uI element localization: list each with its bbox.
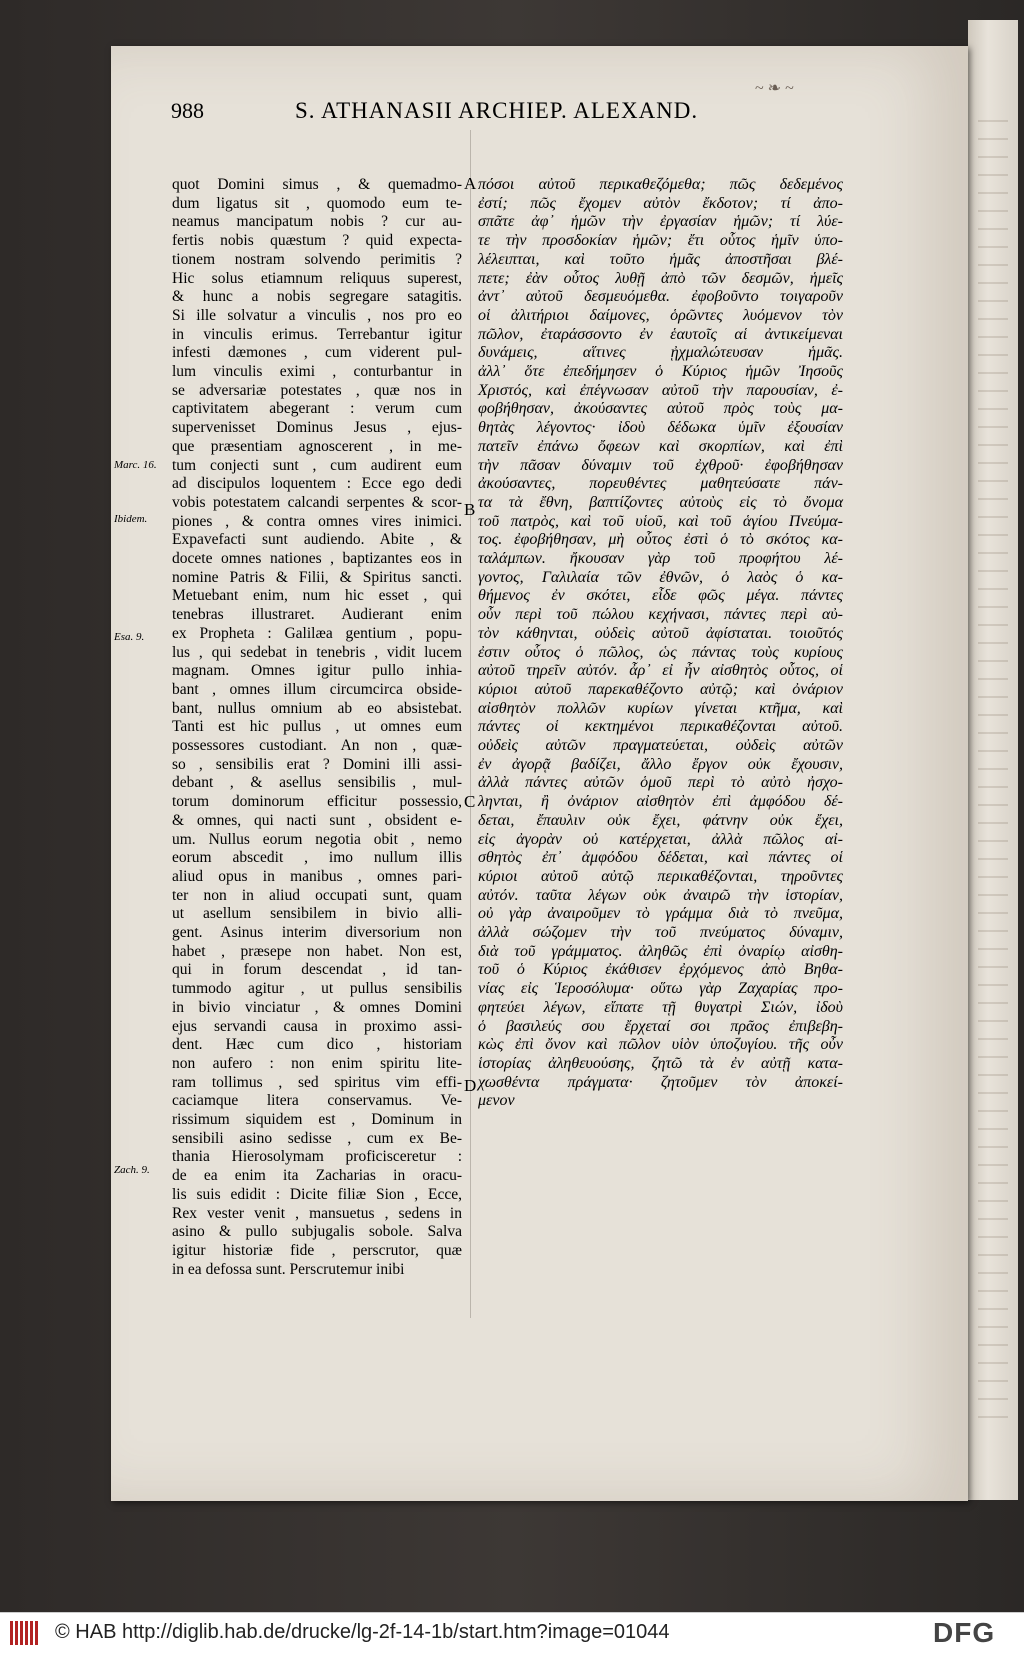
- dfg-logo: DFG: [933, 1617, 996, 1648]
- text-line: ἐστί; πῶς ἔχομεν αὐτὸν ἔκδοτον; τί ἀπο-: [478, 194, 843, 212]
- footer-bar: [0, 1612, 1024, 1653]
- text-line: & hunc a nobis segregare satagitis.: [172, 288, 462, 306]
- text-line: μενον: [478, 1092, 515, 1110]
- text-line: gent. Asinus interim diversorium non: [172, 924, 462, 941]
- text-line: δεται, ἔπαυλιν οὐκ ἔχει, φάτνην οὐκ ἔχει,: [478, 811, 843, 829]
- page-number: 988: [171, 98, 204, 123]
- section-letter: D: [464, 1076, 477, 1095]
- text-line: in bivio vinciatur , & omnes Domini: [172, 998, 462, 1016]
- text-line: lus , qui sedebat in tenebris , vidit lucem: [172, 643, 462, 661]
- text-line: nomine Patris & Filii, & Spiritus sancti.: [172, 568, 462, 586]
- text-line: de ea enim ita Zacharias in oracu-: [172, 1167, 462, 1185]
- text-line: ut asellum sensibilem in bivio alli-: [172, 905, 462, 923]
- text-line: bant, nullus omnium ab eo absistebat.: [172, 699, 462, 717]
- text-line: αὐτοῦ τηρεῖν αὐτόν. ἆρ᾽ εἰ ἦν αἰσθητὸς οὗτος, οἱ: [478, 662, 843, 680]
- text-line: πατεῖν ἐπάνω ὄφεων καὶ σκορπίων, καὶ ἐπὶ: [478, 437, 843, 455]
- text-line: rissimum siquidem est , Dominum in: [172, 1111, 462, 1128]
- text-line: infesti dæmones , cum viderent pul-: [172, 344, 462, 362]
- text-line: φητεύει λέγων, εἴπατε τῇ θυγατρὶ Σιών, ἰδοὺ: [478, 998, 843, 1016]
- text-line: ram tollimus , sed spiritus vim effi-: [172, 1073, 462, 1091]
- text-line: λέλειπται, καὶ τοῦτο ἡμᾶς ἀποστῆσαι βλέ-: [478, 250, 843, 268]
- text-line: in vinculis erimus. Terrebantur igitur: [172, 325, 462, 343]
- text-line: caciamque litera conservamus. Ve-: [172, 1092, 462, 1110]
- text-line: ὁ βασιλεύς σου ἔρχεταί σοι πρᾶος ἐπιβεβη-: [478, 1017, 843, 1035]
- text-line: χωσθέντα πράγματα· ζητοῦμεν τὸν ἀποκεί-: [478, 1073, 843, 1091]
- text-line: dent. Hæc cum dico , historiam: [172, 1036, 462, 1054]
- marginal-note: Esa. 9.: [114, 631, 145, 643]
- text-line: τὴν πᾶσαν δύναμιν τοῦ ἐχθροῦ· ἐφοβήθησαν: [478, 456, 843, 474]
- text-line: Metuebant enim, num hic esset , qui: [172, 587, 462, 605]
- text-line: supervenisset Dominus Jesus , ejus-: [172, 419, 462, 437]
- text-line: asino & pullo subjugalis sobole. Salva: [172, 1223, 462, 1241]
- text-line: vobis potestatem calcandi serpentes & scor-: [172, 493, 462, 511]
- text-line: θητὰς λέγοντος· ἰδοὺ δέδωκα ὑμῖν ἐξουσίαν: [478, 419, 843, 437]
- text-line: δυνάμεις, αἵτινες ᾐχμαλώτευσαν ἡμᾶς.: [478, 344, 843, 362]
- text-line: φοβήθησαν, ἀκούσαντες αὐτοῦ πρὸς τοὺς μα-: [478, 400, 843, 418]
- text-line: so , sensibilis erat ? Domini illi assi-: [172, 755, 462, 773]
- text-line: πάντες οἱ κεκτημένοι περικαθέζονται αὐτοῦ.: [478, 718, 843, 736]
- text-line: Rex vester venit , mansuetus , sedens in: [172, 1204, 462, 1222]
- text-line: ad discipulos loquentem : Ecce ego dedi: [172, 475, 462, 493]
- text-line: τος. ἐφοβήθησαν, μὴ οὗτος ἐστὶ ὁ τὸ σκότος κα-: [478, 531, 843, 549]
- text-line: ἀκούσαντες, πορευθέντες μαθητεύσατε πάν-: [478, 475, 843, 493]
- text-line: dum ligatus sit , quomodo eum te-: [172, 194, 462, 212]
- text-line: torum dominorum efficitur possessio,: [172, 793, 462, 811]
- text-line: Hic solus etiamnum reliquus superest,: [172, 269, 462, 287]
- text-line: debant , & asellus sensibilis , mul-: [172, 774, 462, 792]
- text-line: ἀλλὰ πάντες αὐτῶν ὁμοῦ περὶ τὸ αὐτὸ ἠσχο-: [478, 774, 843, 792]
- text-line: οὐδεὶς αὐτῶν πραγματεύεται, οὐδεὶς αὐτῶν: [478, 737, 843, 754]
- text-line: igitur historiæ fide , perscrutor, quæ: [172, 1241, 462, 1259]
- text-line: τοῦ ὁ Κύριος ἐκάθισεν ἐρχόμενος ἀπὸ Βηθα-: [478, 961, 843, 979]
- marginal-note: Ibidem.: [114, 513, 148, 525]
- text-line: docete omnes nationes , baptizantes eos in: [172, 550, 462, 567]
- text-line: αἰσθητὸν πολλῶν κυρίων γίνεται κτῆμα, καὶ: [478, 699, 843, 717]
- text-line: πόσοι αὐτοῦ περικαθεζόμεθα; πῶς δεδεμένος: [478, 176, 843, 193]
- column-divider: [470, 130, 471, 1318]
- text-line: πετε; ἐὰν οὗτος λυθῇ ἀπὸ τῶν δεσμῶν, ἡμεῖς: [478, 269, 843, 287]
- hab-logo-icon: [10, 1621, 46, 1645]
- text-line: non aufero : non enim spiritu lite-: [172, 1054, 462, 1072]
- text-line: um. Nullus eorum negotia obit , nemo: [172, 830, 462, 848]
- text-line: γοντος, Γαλιλαία τῶν ἐθνῶν, ὁ λαὸς ὁ κα-: [478, 568, 843, 586]
- marginal-note: Zach. 9.: [114, 1164, 150, 1176]
- text-line: fertis nobis quæstum ? quid expecta-: [172, 232, 462, 250]
- adjacent-page-edge: [968, 20, 1018, 1500]
- text-line: piones , & contra omnes vires inimici.: [172, 512, 462, 530]
- text-line: tenebras illustraret. Audierant enim: [172, 606, 462, 624]
- text-line: lis suis edidit : Dicite filiæ Sion , Ecce,: [172, 1185, 462, 1203]
- section-letter: A: [464, 174, 477, 193]
- text-line: ejus servandi causa in proximo assi-: [172, 1017, 462, 1035]
- text-line: que præsentiam agnoscerent , in me-: [172, 437, 462, 455]
- text-line: tum conjecti sunt , cum audirent eum: [172, 456, 462, 474]
- text-line: διὰ τοῦ γράμματος. ἀληθῶς ἐπὶ ὀναρίῳ αἰσθη-: [478, 942, 843, 960]
- text-line: κὼς ἐπὶ ὄνον καὶ πῶλον υἱὸν ὑποζυγίου. τῆς οὖν: [478, 1036, 843, 1054]
- text-line: ἀντ᾽ αὐτοῦ δεσμευόμεθα. ἐφοβοῦντο τοιγαροῦν: [478, 288, 843, 306]
- marginal-note: Marc. 16.: [114, 459, 157, 471]
- text-line: se adversariæ potestates , quæ nos in: [172, 381, 462, 399]
- text-line: τε τὴν προσδοκίαν ἡμῶν; ἔτι οὗτος ἡμῖν ὑπο-: [478, 232, 843, 250]
- text-line: lum vinculis eximi , conturbantur in: [172, 363, 462, 380]
- text-line: κύριοι αὐτοῦ αὐτῷ περικαθέζονται, τηροῦντες: [478, 867, 843, 885]
- text-line: in ea defossa sunt. Perscrutemur inibi: [172, 1260, 405, 1278]
- text-line: habet , præsepe non habet. Non est,: [172, 942, 462, 960]
- text-line: Expavefacti sunt audiendo. Abite , &: [172, 531, 462, 549]
- text-line: τα τὰ ἔθνη, βαπτίζοντες αὐτοὺς εἰς τὸ ὄνομα: [478, 493, 843, 511]
- text-line: sensibili asino sedisse , cum ex Be-: [172, 1129, 462, 1147]
- text-line: οἱ ἀλιτήριοι δαίμονες, ὁρῶντες λυόμενον τὸν: [478, 306, 843, 324]
- text-line: ταλάμπων. ἤκουσαν γὰρ τοῦ προφήτου λέ-: [478, 550, 843, 567]
- text-line: ἀλλὰ σώζομεν τὴν τοῦ πνεύματος δύναμιν,: [478, 924, 843, 941]
- text-line: ἱστορίας ἀληθευούσης, ζητῶ τὰ ἐν αὐτῇ κατα-: [478, 1054, 843, 1072]
- section-letter: C: [464, 792, 476, 811]
- text-line: tionem nostram solvendo perimitis ?: [172, 250, 462, 268]
- text-line: thania Hierosolymam proficisceretur :: [172, 1148, 462, 1166]
- text-line: captivitatem abegerant : verum cum: [172, 400, 462, 418]
- footer-url: © HAB http://diglib.hab.de/drucke/lg-2f-14-1b/start.htm?image=01044: [55, 1621, 670, 1643]
- section-letter: B: [464, 500, 476, 519]
- text-line: σθητὸς ἐπ᾽ ἀμφόδου δέδεται, καὶ πάντες οἱ: [478, 849, 843, 867]
- text-line: ter non in aliud occupati sunt, quam: [172, 886, 462, 904]
- text-line: κύριοι αὐτοῦ παρεκαθέζοντο αὐτῷ; καὶ ὀνάριον: [478, 680, 843, 698]
- text-line: eorum abscedit , imo nullum illis: [172, 849, 462, 867]
- text-line: aliud opus in manibus , omnes pari-: [172, 867, 462, 885]
- ornament-icon: ~ ❧ ~: [755, 80, 794, 97]
- text-line: ἐν ἀγορᾷ βαδίζει, ἄλλο ἔργον οὐκ ἔχουσιν,: [478, 755, 843, 773]
- text-line: tummodo agitur , ut pullus sensibilis: [172, 980, 462, 998]
- text-line: neamus mancipatum nobis ? cur au-: [172, 213, 462, 231]
- text-line: bant , omnes illum circumcirca obside-: [172, 680, 462, 698]
- text-line: εἰς ἀγορὰν οὐ κατέρχεται, ἀλλὰ πῶλος αἰ-: [478, 830, 843, 848]
- text-line: quot Domini simus , & quemadmo-: [172, 176, 462, 193]
- text-line: Si ille solvatur a vinculis , nos pro eo: [172, 306, 462, 324]
- text-line: possessores custodiant. An non , quæ-: [172, 737, 462, 754]
- text-line: ex Propheta : Galilæa gentium , popu-: [172, 624, 462, 642]
- text-line: αὐτόν. ταῦτα λέγων οὐκ ἀναιρῶ τὴν ἱστορίαν,: [478, 886, 843, 904]
- text-line: ἐστιν οὗτος ὁ πῶλος, ὡς πάντας τοὺς κυρίους: [478, 643, 843, 661]
- text-line: ἀλλ᾽ ὅτε ἐπεδήμησεν ὁ Κύριος ἡμῶν Ἰησοῦς: [478, 363, 843, 380]
- text-line: τὸν κάθηνται, οὐδεὶς αὐτοῦ ἀφίσταται. τοιοῦτός: [478, 624, 843, 642]
- text-line: οὖν περὶ τοῦ πώλου κεχήνασι, πάντες περὶ αὐ-: [478, 606, 843, 624]
- text-line: ληνται, ἢ ὀνάριον αἰσθητὸν ἐπὶ ἀμφόδου δέ-: [478, 793, 843, 811]
- running-head: S. ATHANASII ARCHIEP. ALEXAND.: [295, 98, 699, 123]
- text-line: Χριστός, καὶ ἐπέγνωσαν αὐτοῦ τὴν παρουσίαν, ἐ-: [478, 381, 843, 399]
- text-line: σπᾶτε ἀφ᾽ ἡμῶν τὴν ἐργασίαν ἡμῶν; τί λύε-: [478, 213, 843, 231]
- text-line: magnam. Omnes igitur pullo inhia-: [172, 662, 462, 680]
- text-line: & omnes, qui nacti sunt , obsident e-: [172, 811, 462, 829]
- text-line: Tanti est hic pullus , ut omnes eum: [172, 718, 462, 736]
- text-line: νίας εἰς Ἱεροσόλυμα· οὕτω γὰρ Ζαχαρίας προ-: [478, 980, 843, 998]
- text-line: τοῦ πατρὸς, καὶ τοῦ υἱοῦ, καὶ τοῦ ἁγίου Πνεύμα-: [478, 512, 843, 530]
- text-line: οὐ γὰρ ἀναιροῦμεν τὸ γράμμα διὰ τὸ πνεῦμα,: [478, 905, 843, 923]
- text-line: πῶλον, ἐταράσσοντο ἐν ἑαυτοῖς αἱ ἀντικείμεναι: [478, 325, 843, 343]
- text-line: θήμενος ἐν σκότει, εἶδε φῶς μέγα. πάντες: [478, 587, 843, 605]
- text-line: qui in forum descendat , id tan-: [172, 961, 462, 979]
